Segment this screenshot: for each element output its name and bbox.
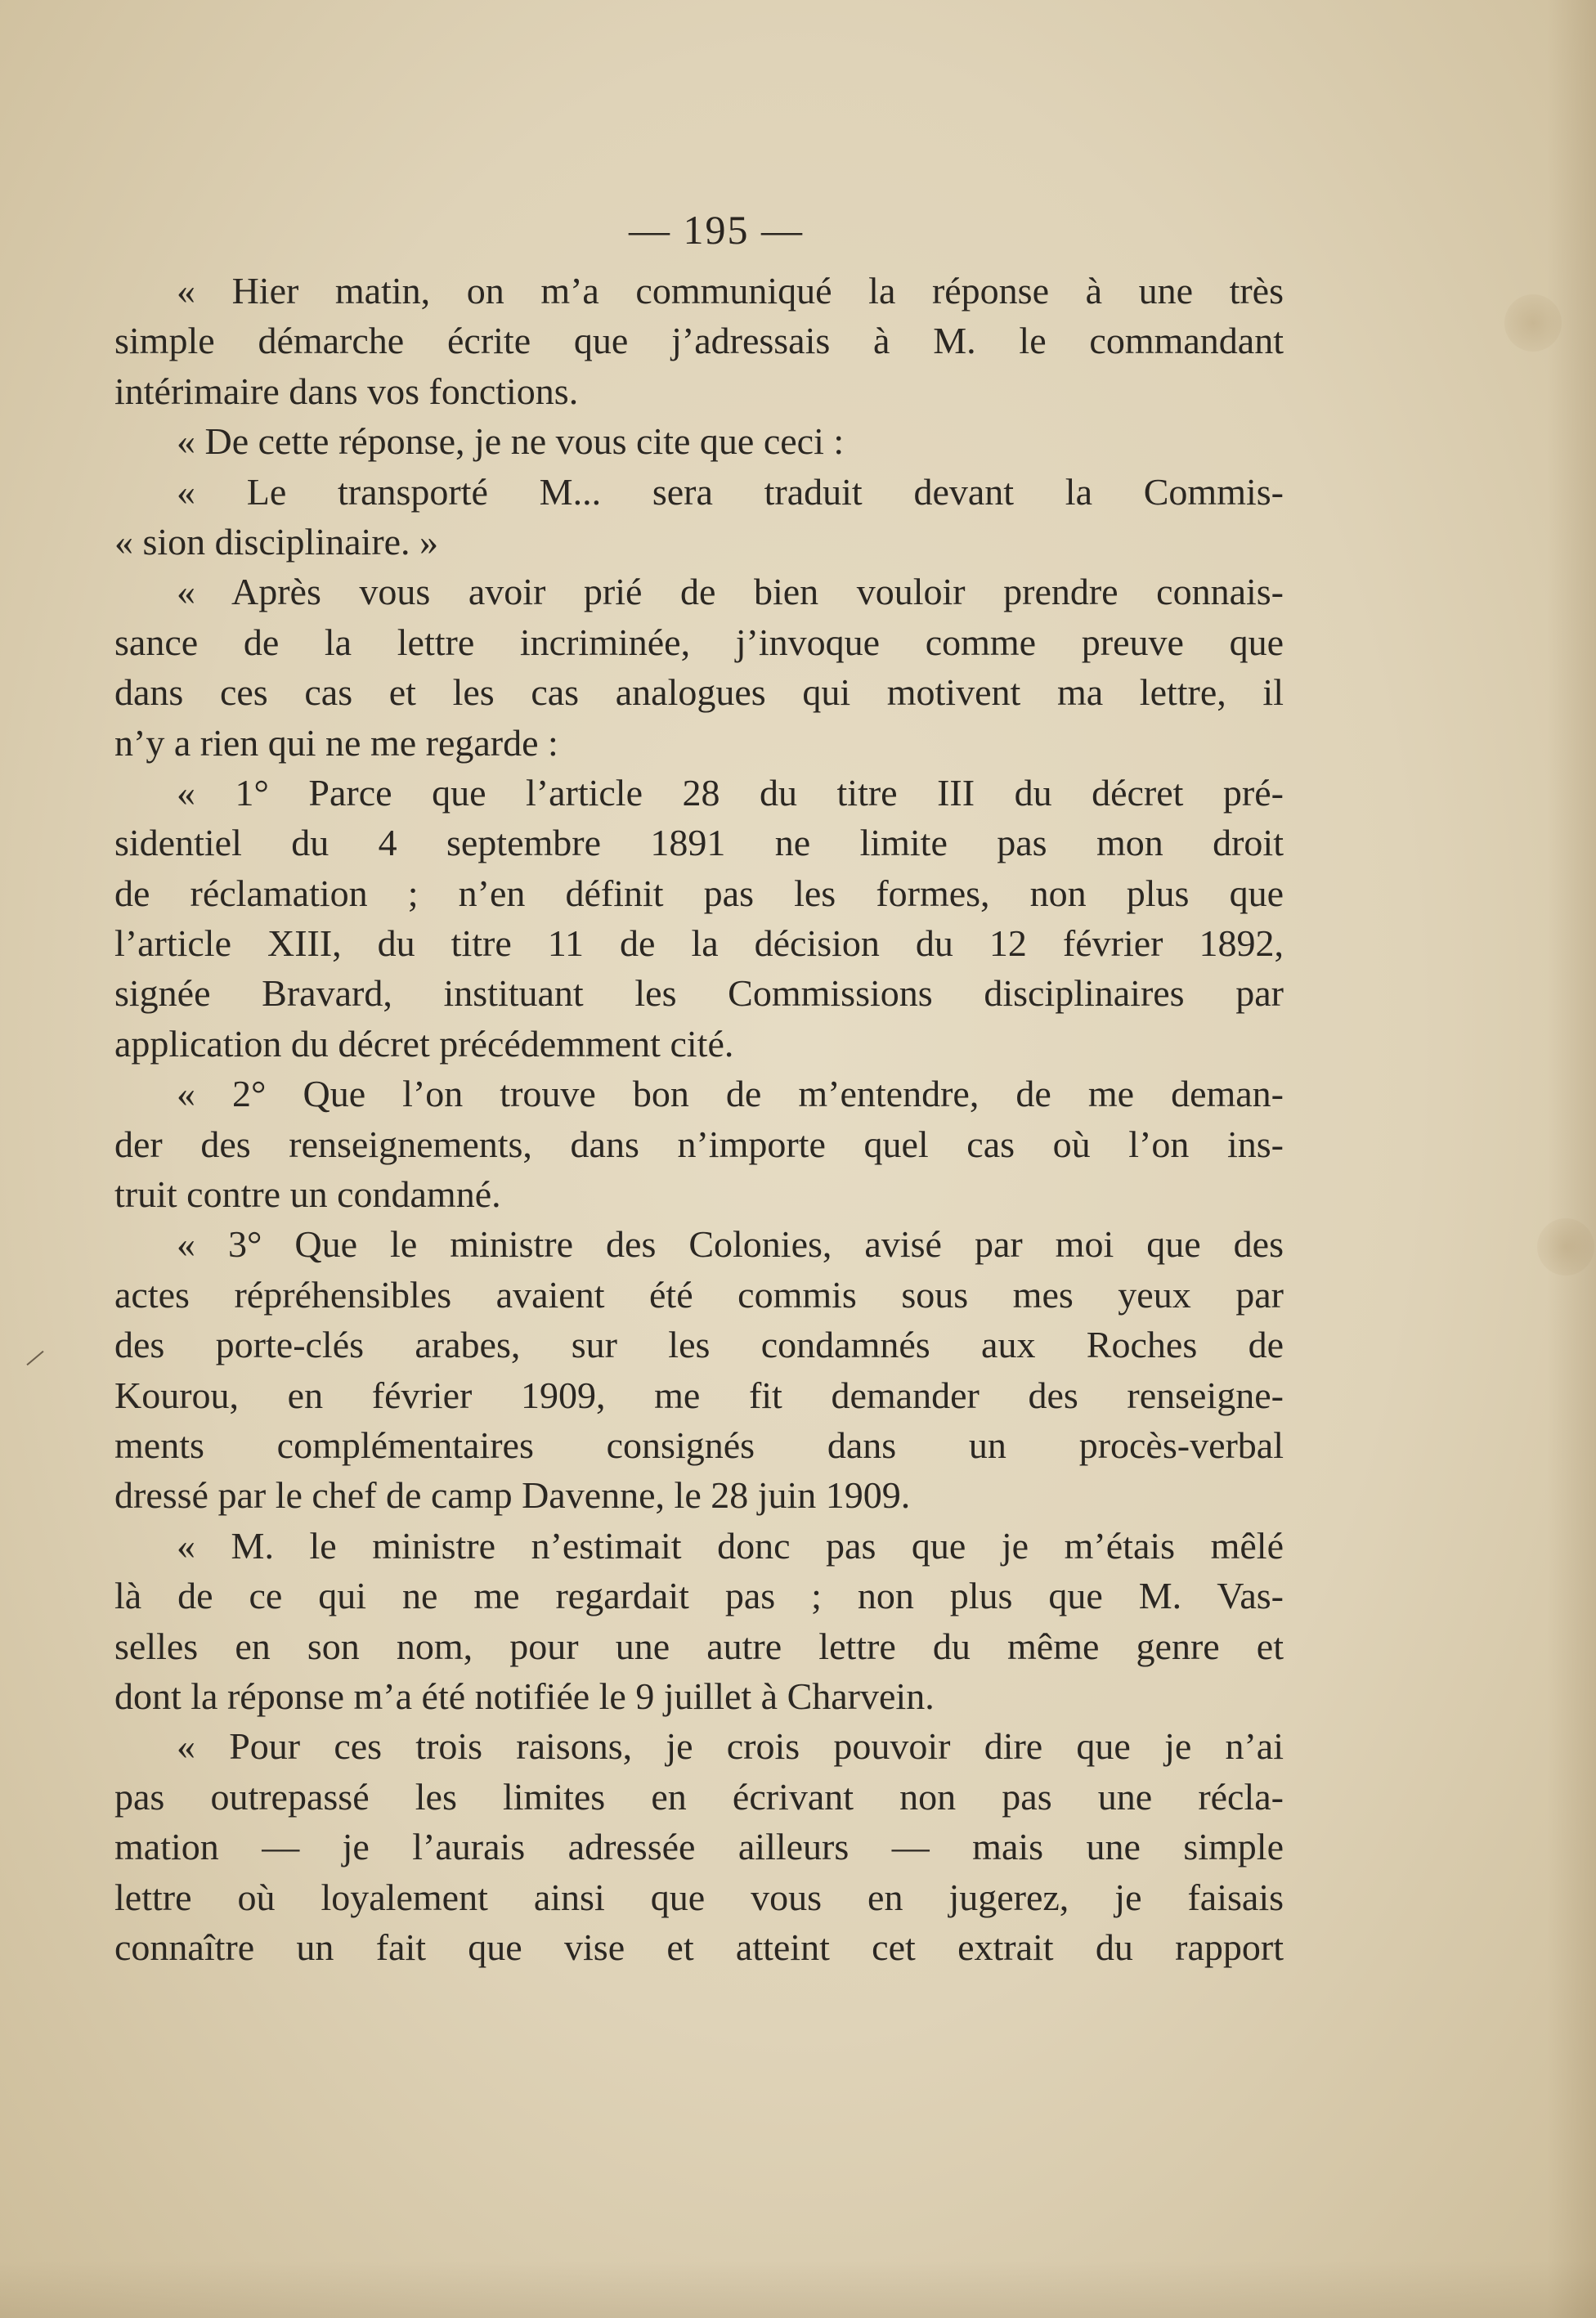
body-text: [114, 266, 1284, 1972]
text-line: dans ces cas et les cas analogues qui motivent ma lettre, il: [114, 671, 1284, 714]
text-line: connaître un fait que vise et atteint cet extrait du rapport: [114, 1926, 1284, 1968]
text-line: signée Bravard, instituant les Commissions disciplinaires par: [114, 972, 1284, 1015]
text-line: dont la réponse m’a été notifiée le 9 juillet à Charvein.: [114, 1675, 935, 1717]
paper-stain: [1537, 1218, 1594, 1276]
text-line: l’article XIII, du titre 11 de la décision du 12 février 1892,: [114, 922, 1284, 965]
text-line: simple démarche écrite que j’adressais à M. le commandant: [114, 320, 1284, 362]
text-line: mation — je l’aurais adressée ailleurs — mais une simple: [114, 1826, 1284, 1868]
text-line: Kourou, en février 1909, me fit demander des renseigne-: [114, 1374, 1284, 1416]
text-line: « sion disciplinaire. »: [114, 520, 439, 563]
text-line: n’y a rien qui ne me regarde :: [114, 721, 558, 764]
text-line: là de ce qui ne me regardait pas ; non plus que M. Vas-: [114, 1575, 1284, 1617]
page-bottom-shadow: [0, 2261, 1596, 2318]
text-line: « Le transporté M... sera traduit devant la Commis-: [177, 470, 1284, 513]
text-line: dressé par le chef de camp Davenne, le 28 juin 1909.: [114, 1474, 911, 1517]
text-line: « 1° Parce que l’article 28 du titre III du décret pré-: [177, 771, 1284, 814]
text-line: « 2° Que l’on trouve bon de m’entendre, de me deman-: [177, 1073, 1284, 1115]
text-line: selles en son nom, pour une autre lettre du même genre et: [114, 1625, 1284, 1667]
text-line: des porte-clés arabes, sur les condamnés aux Roches de: [114, 1324, 1284, 1366]
page-edge-shadow: [1547, 0, 1596, 2318]
margin-mark: [26, 1351, 43, 1365]
text-line: actes répréhensibles avaient été commis sous mes yeux par: [114, 1273, 1284, 1316]
text-line: « De cette réponse, je ne vous cite que ceci :: [177, 420, 845, 463]
page-number: — 195 —: [629, 207, 804, 253]
text-line: ments complémentaires consignés dans un procès-verbal: [114, 1424, 1284, 1466]
text-line: sidentiel du 4 septembre 1891 ne limite pas mon droit: [114, 822, 1284, 864]
text-line: « 3° Que le ministre des Colonies, avisé par moi que des: [177, 1223, 1284, 1266]
text-line: de réclamation ; n’en définit pas les formes, non plus que: [114, 872, 1284, 914]
text-line: der des renseignements, dans n’importe quel cas où l’on ins-: [114, 1123, 1284, 1165]
text-line: truit contre un condamné.: [114, 1173, 501, 1216]
text-line: « M. le ministre n’estimait donc pas que je m’étais mêlé: [177, 1524, 1284, 1567]
paper-stain: [1504, 294, 1562, 352]
text-line: application du décret précédemment cité.: [114, 1022, 734, 1065]
text-line: « Après vous avoir prié de bien vouloir prendre connais-: [177, 571, 1284, 613]
text-line: « Pour ces trois raisons, je crois pouvoir dire que je n’ai: [177, 1725, 1284, 1768]
text-line: intérimaire dans vos fonctions.: [114, 370, 579, 412]
text-line: lettre où loyalement ainsi que vous en jugerez, je faisais: [114, 1876, 1284, 1918]
text-line: « Hier matin, on m’a communiqué la réponse à une très: [177, 270, 1284, 312]
text-line: pas outrepassé les limites en écrivant non pas une récla-: [114, 1775, 1284, 1818]
text-line: sance de la lettre incriminée, j’invoque comme preuve que: [114, 621, 1284, 663]
